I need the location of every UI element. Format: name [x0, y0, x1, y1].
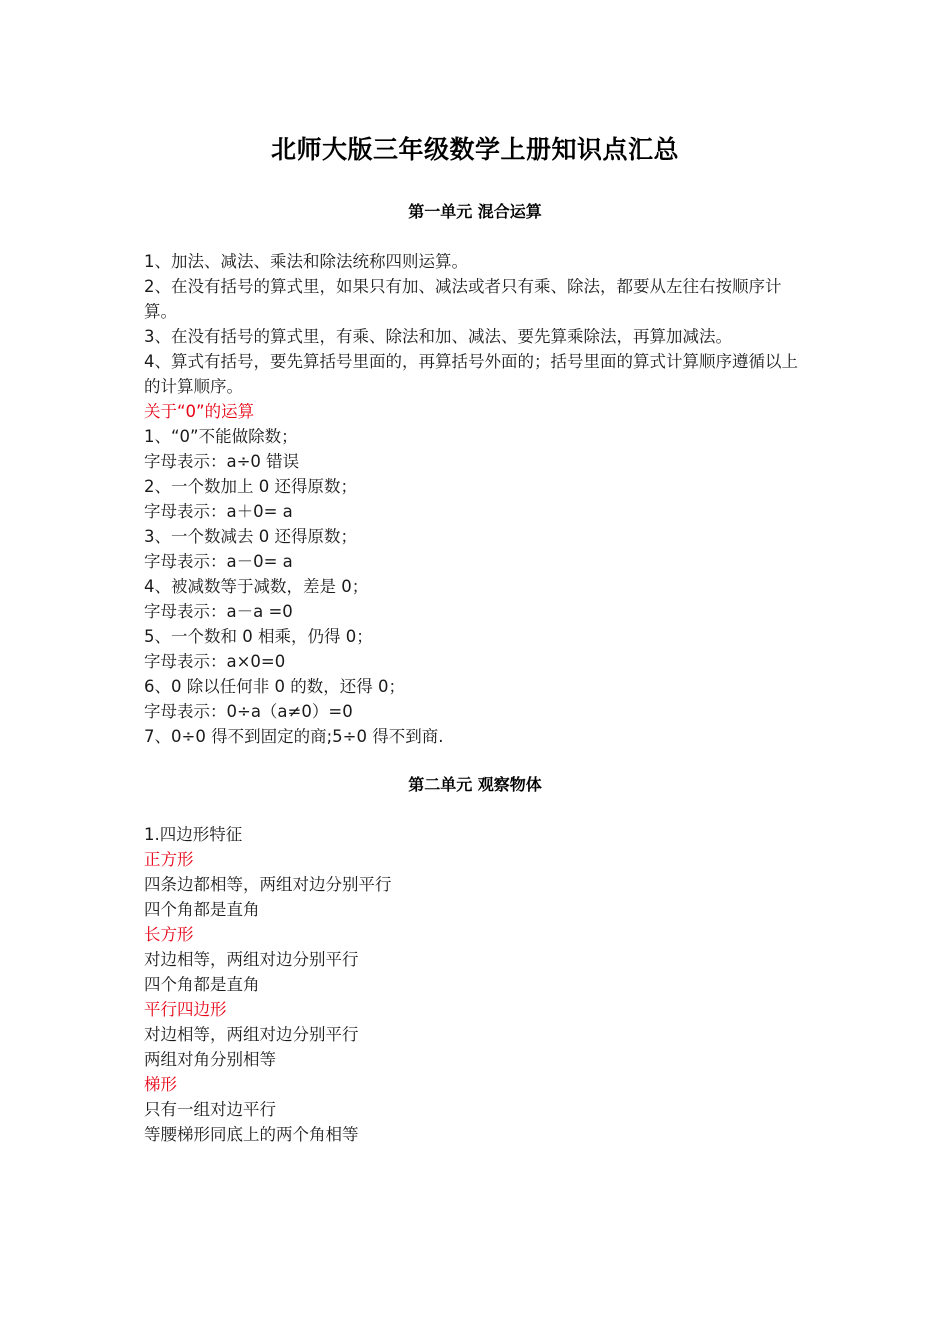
unit2-heading: 第二单元 观察物体 — [408, 775, 542, 794]
square-feature-1: 四条边都相等，两组对边分别平行 — [144, 875, 392, 894]
unit1-heading: 第一单元 混合运算 — [408, 202, 542, 221]
zero-rule-2-formula: 字母表示：a＋0= a — [144, 502, 293, 521]
document-title: 北师大版三年级数学上册知识点汇总 — [270, 135, 679, 164]
trapezoid-subheading: 梯形 — [144, 1075, 177, 1094]
zero-rule-1: 1、“0”不能做除数； — [144, 427, 298, 446]
zero-rule-5: 5、一个数和 0 相乘，仍得 0； — [144, 627, 373, 646]
parallelogram-feature-1: 对边相等，两组对边分别平行 — [144, 1025, 359, 1044]
trapezoid-feature-1: 只有一组对边平行 — [144, 1100, 276, 1119]
zero-rule-6-formula: 字母表示：0÷a（a≠0）=0 — [144, 702, 353, 721]
zero-rule-4-formula: 字母表示：a－a =0 — [144, 602, 293, 621]
parallelogram-feature-2: 两组对角分别相等 — [144, 1050, 276, 1069]
zero-rule-6: 6、0 除以任何非 0 的数，还得 0； — [144, 677, 405, 696]
unit1-line-2: 2、在没有括号的算式里，如果只有加、减法或者只有乘、除法，都要从左往右按顺序计算。 — [144, 277, 782, 321]
zero-rule-3: 3、一个数减去 0 还得原数； — [144, 527, 357, 546]
zero-rule-1-formula: 字母表示：a÷0 错误 — [144, 452, 300, 471]
rectangle-feature-2: 四个角都是直角 — [144, 975, 260, 994]
unit1-line-1: 1、加法、减法、乘法和除法统称四则运算。 — [144, 252, 468, 271]
unit1-content — [144, 249, 810, 749]
unit1-line-3: 3、在没有括号的算式里，有乘、除法和加、减法、要先算乘除法，再算加减法。 — [144, 327, 732, 346]
unit2-content — [144, 822, 810, 1147]
unit1-line-4: 4、算式有括号，要先算括号里面的，再算括号外面的；括号里面的算式计算顺序遵循以上的计算顺序。 — [144, 352, 798, 396]
zero-rule-5-formula: 字母表示：a×0=0 — [144, 652, 286, 671]
square-feature-2: 四个角都是直角 — [144, 900, 260, 919]
zero-rule-7: 7、0÷0 得不到固定的商;5÷0 得不到商. — [144, 727, 444, 746]
rectangle-subheading: 长方形 — [144, 925, 194, 944]
trapezoid-feature-2: 等腰梯形同底上的两个角相等 — [144, 1125, 359, 1144]
square-subheading: 正方形 — [144, 850, 194, 869]
zero-rule-3-formula: 字母表示：a－0= a — [144, 552, 293, 571]
zero-rule-2: 2、一个数加上 0 还得原数； — [144, 477, 357, 496]
zero-rule-4: 4、被减数等于减数，差是 0； — [144, 577, 369, 596]
zero-rules-subheading: 关于“0”的运算 — [144, 402, 255, 421]
parallelogram-subheading: 平行四边形 — [144, 1000, 227, 1019]
quadrilateral-features-title: 1.四边形特征 — [144, 825, 243, 844]
rectangle-feature-1: 对边相等，两组对边分别平行 — [144, 950, 359, 969]
